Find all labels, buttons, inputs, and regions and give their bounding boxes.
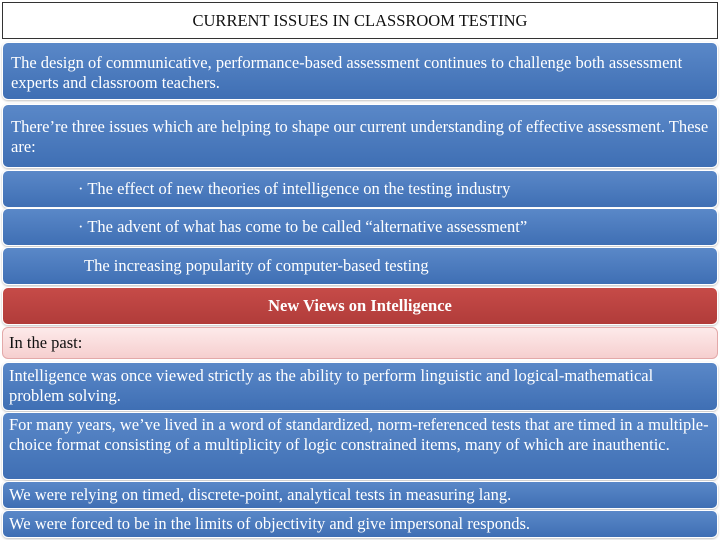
past-point-text: We were forced to be in the limits of objectivity and give impersonal responds. [9,514,531,533]
past-point [2,510,718,538]
issue-text: · The advent of what has come to be called “alternative assessment” [78,217,528,236]
issue-text: The increasing popularity of computer-based testing [84,256,429,275]
past-label-text: In the past: [9,333,83,352]
section-heading [2,287,718,325]
past-point [2,362,718,411]
past-point-text: Intelligence was once viewed strictly as the ability to perform linguistic and logical-mathematical problem solving. [9,366,654,405]
issue-item [2,208,718,246]
section-heading-text: New Views on Intelligence [268,296,452,315]
issues-intro-text: There’re three issues which are helping to shape our current understanding of effective assessment. These are: [11,117,709,156]
past-point [2,412,718,480]
issues-intro-box [2,104,718,168]
intro-text: The design of communicative, performance-based assessment continues to challenge both assessment experts and classroom teachers. [11,53,683,92]
past-label-box [2,327,718,359]
past-point-text: For many years, we’ve lived in a word of standardized, norm-referenced tests that are timed in a multiple-choice format consisting of a multiplicity of logic constrained items, many of which are inauthentic. [9,415,709,454]
issue-item [2,247,718,285]
intro-box [2,42,718,100]
past-point-text: We were relying on timed, discrete-point, analytical tests in measuring lang. [9,485,512,504]
past-point [2,481,718,509]
slide-title [2,2,718,39]
slide-title-text: CURRENT ISSUES IN CLASSROOM TESTING [192,10,528,30]
issue-item [2,170,718,208]
issue-text: · The effect of new theories of intelligence on the testing industry [78,179,511,198]
